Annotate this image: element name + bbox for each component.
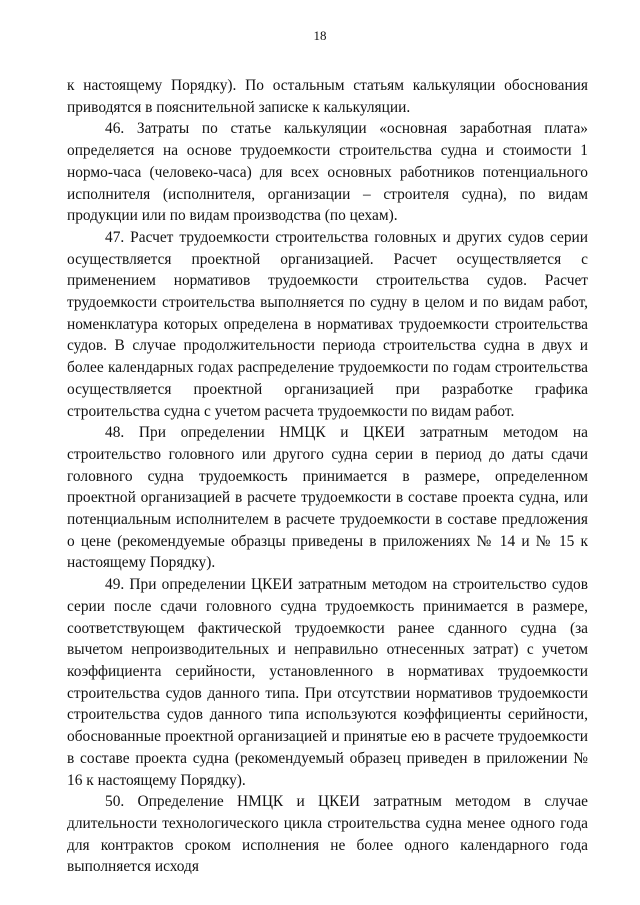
paragraph-48: 48. При определении НМЦК и ЦКЕИ затратным методом на строительство головного или другого судна серии в период до даты сдачи головного судна трудоемкость принимается в размере, определенном проектной организацией в расчете трудоемкости в составе проекта судна, или потенциальным исполнителем в расчете трудоемкости в составе предложения о цене (рекомендуемые образцы приведены в приложениях № 14 и № 15 к настоящему Порядку). (67, 424, 588, 572)
paragraph-continuation: к настоящему Порядку). По остальным статьям калькуляции обоснования приводятся в пояснительной записке к калькуляции. (67, 77, 588, 116)
paragraph-46: 46. Затраты по статье калькуляции «основная заработная плата» определяется на основе трудоемкости строительства судна и стоимости 1 нормо-часа (человеко-часа) для всех основных работников потенциального исполнителя (исполнителя, организации – строителя судна), по видам продукции или по видам производства (по цехам). (67, 120, 588, 225)
paragraph-47: 47. Расчет трудоемкости строительства головных и других судов серии осуществляется проектной организацией. Расчет осуществляется с применением нормативов трудоемкости строительства судов. Расчет трудоемкости строительства выполняется по судну в целом и по видам работ, номенклатура которых определена в нормативах трудоемкости строительства судов. В случае продолжительности периода строительства судна в двух и более календарных годах распределение трудоемкости по годам строительства осуществляется проектной организацией при разработке графика строительства судна с учетом расчета трудоемкости по видам работ. (67, 228, 588, 420)
paragraph-49: 49. При определении ЦКЕИ затратным методом на строительство судов серии после сдачи головного судна трудоемкость принимается в размере, соответствующем фактической трудоемкости ранее сданного судна (за вычетом непроизводительных и неправильно отнесенных затрат) с учетом коэффициента серийности, установленного в нормативах трудоемкости строительства судов данного типа. При отсутствии нормативов трудоемкости строительства судов данного типа используются коэффициенты серийности, обоснованные проектной организацией и принятые ею в расчете трудоемкости в составе проекта судна (рекомендуемый образец приведен в приложении № 16 к настоящему Порядку). (67, 576, 588, 789)
page-number: 18 (313, 28, 327, 43)
paragraph-50: 50. Определение НМЦК и ЦКЕИ затратным методом в случае длительности технологического цикла строительства судна менее одного года для контрактов сроком исполнения не более одного календарного года выполняется исходя (67, 793, 588, 876)
document-body (67, 75, 588, 878)
